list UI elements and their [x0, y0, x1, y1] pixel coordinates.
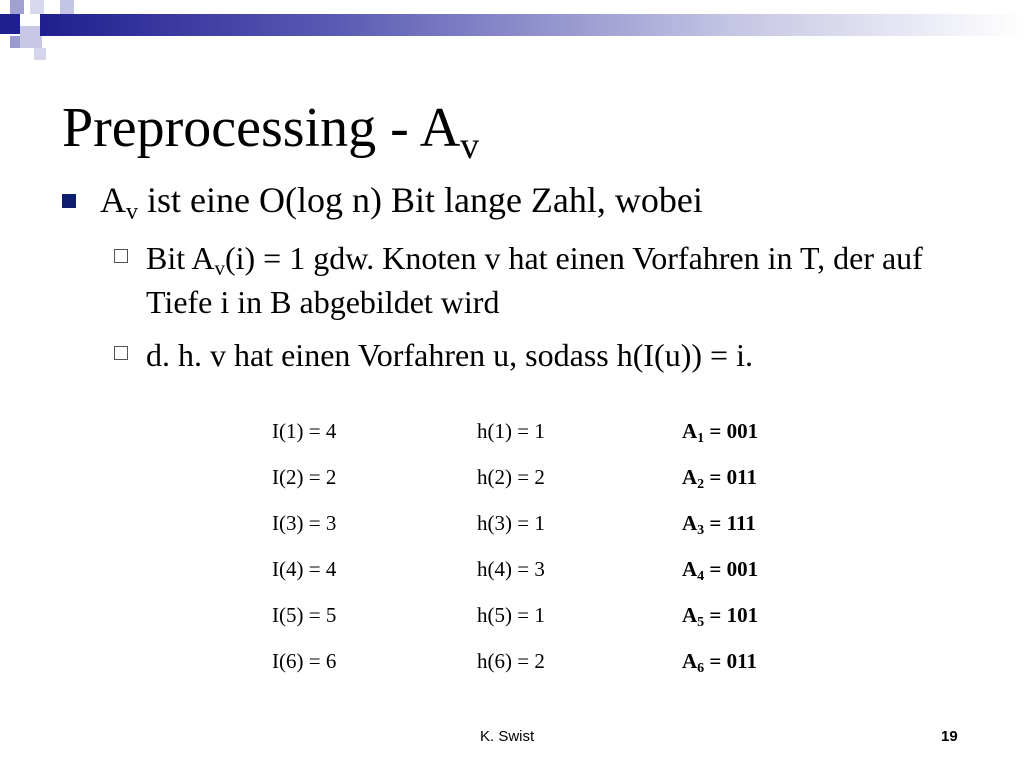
- a-value: $A_5 = 101$: [682, 603, 759, 630]
- slide-title: Preprocessing - $A_v$: [62, 97, 480, 167]
- a-value: $A_4 = 001$: [682, 557, 759, 584]
- hollow-square-bullet-icon: [114, 346, 128, 360]
- footer-author: K. Swist: [480, 728, 535, 745]
- square-bullet-icon: [62, 194, 76, 208]
- i-value: I(2) = 2: [272, 465, 337, 489]
- h-value: h(3) = 1: [477, 511, 545, 535]
- bullet-text: $A_v$ ist eine O(log n) Bit lange Zahl, wobei: [100, 180, 703, 225]
- hollow-square-bullet-icon: [114, 249, 128, 263]
- i-value: I(5) = 5: [272, 603, 337, 627]
- bullet-text: Bit $A_v(i) = 1$ gdw. Knoten v hat einen Vorfahren in T, der auf Tiefe i in B abgebildet wird: [146, 240, 923, 320]
- i-value: I(1) = 4: [272, 419, 337, 443]
- h-value: h(2) = 2: [477, 465, 545, 489]
- i-value: I(3) = 3: [272, 511, 337, 535]
- page-number: 19: [941, 728, 958, 745]
- h-value: h(6) = 2: [477, 649, 545, 673]
- i-value: I(4) = 4: [272, 557, 337, 581]
- a-value: $A_3 = 111$: [682, 511, 756, 538]
- a-value: $A_2 = 011$: [682, 465, 757, 492]
- h-value: h(4) = 3: [477, 557, 545, 581]
- header-gradient-bar: [40, 14, 1024, 36]
- a-value: $A_1 = 001$: [682, 419, 759, 446]
- a-value: $A_6 = 011$: [682, 649, 757, 676]
- bullet-text: d. h. v hat einen Vorfahren u, sodass h(I(u)) = i.: [146, 337, 753, 373]
- i-value: I(6) = 6: [272, 649, 337, 673]
- h-value: h(1) = 1: [477, 419, 545, 443]
- h-value: h(5) = 1: [477, 603, 545, 627]
